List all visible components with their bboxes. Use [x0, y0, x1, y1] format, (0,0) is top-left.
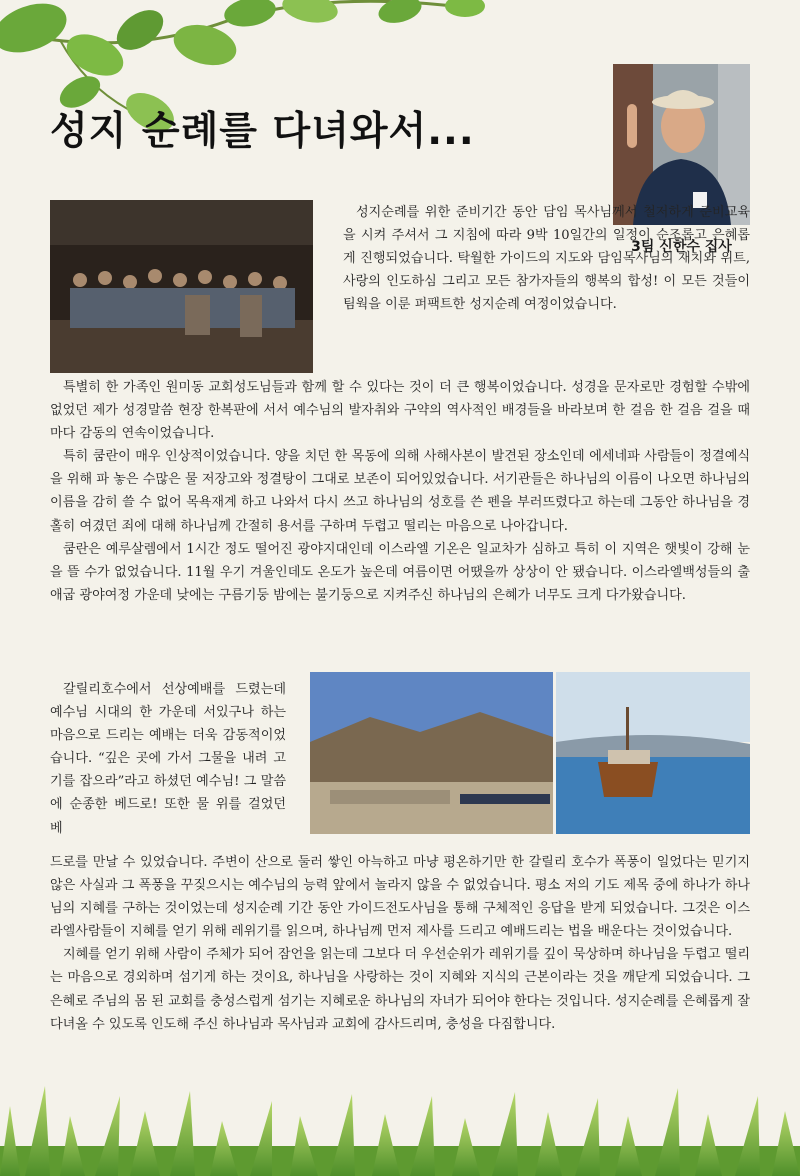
paragraph-1: 성지순례를 위한 준비기간 동안 담임 목사님께서 철저하게 준비교육을 시켜 주셔서 그 지침에 따라 9박 10일간의 일정이 순조롭고 은혜롭게 진행되었습니다. 탁월한 가이드의 지도와 담임목사님의 재치와 위트, 사랑의 인도하심 그리고 모든 참가자들의 행복의 합성! 이 모든 것들이 팀웍을 이룬 퍼팩트한 성지순례 여정이었습니다. [343, 205, 750, 313]
qumran-photo [310, 672, 553, 834]
grass-decoration [0, 1066, 800, 1176]
paragraph-2: 특별히 한 가족인 원미동 교회성도님들과 함께 할 수 있다는 것이 더 큰 행복이었습니다. 성경을 문자로만 경험할 수밖에 없었던 제가 성경말씀 현장 한복판에 서서 예수님의 발자취와 구약의 역사적인 배경들을 바라보며 한 걸음 한 걸음 걸을 때마다 감동의 연속이었습니다. [50, 380, 750, 442]
galilee-boat-photo [556, 672, 750, 834]
paragraph-4: 쿰란은 예루살렘에서 1시간 정도 떨어진 광야지대인데 이스라엘 기온은 일교차가 심하고 특히 이 지역은 햇빛이 강해 눈을 뜰 수가 없었습니다. 11월 우기 겨울인데도 온도가 높은데 여름이면 어땠을까 상상이 안 됐습니다. 이스라엘백성들의 출애굽 광야여정 가운데 낮에는 구름기둥 밤에는 불기둥으로 지켜주신 하나님의 은혜가 너무도 크게 다가왔습니다. [50, 541, 750, 603]
paragraph-3: 특히 쿰란이 매우 인상적이었습니다. 양을 치던 한 목동에 의해 사해사본이 발견된 장소인데 에세네파 사람들이 정결예식을 위해 파 놓은 수많은 물 저장고와 정결탕이 그대로 보존이 되어있었습니다. 서기관들은 하나님의 이름이 나오면 하나님의 이름을 감히 쓸 수 없어 목욕재계 하고 나와서 다시 쓰고 하나님의 성호를 쓴 펜을 부러뜨렸다고 하는데 그동안 하나님을 경홀히 여겼던 죄에 대해 하나님께 간절히 용서를 구하며 두렵고 떨리는 마음으로 나아갑니다. [50, 449, 750, 534]
text-block-2 [50, 376, 750, 672]
paragraph-6: 지혜를 얻기 위해 사람이 주체가 되어 잠언을 읽는데 그보다 더 우선순위가 레위기를 깊이 묵상하며 하나님을 두렵고 떨리는 마음으로 경외하며 섬기게 하는 것이요, 하나님을 사랑하는 것이 지혜와 지식의 근본이라는 것을 깨닫게 되었습니다. 그 은혜로 주님의 몸 된 교회를 충성스럽게 섬기는 지혜로운 하나님의 자녀가 되어야 한다는 것입니다. 성지순례를 은혜롭게 잘 다녀올 수 있도록 인도해 주신 하나님과 목사님과 교회에 감사드리며, 충성을 다짐합니다. [50, 947, 750, 1032]
paragraph-5-continued: 드로를 만날 수 있었습니다. 주변이 산으로 둘러 쌓인 아늑하고 마냥 평온하기만 한 갈릴리 호수가 폭풍이 일었다는 믿기지 않은 사실과 그 폭풍을 꾸짖으시는 예수님의 능력 앞에서 놀라지 않을 수 없었습니다. 평소 저의 기도 제목 중에 하나가 하나님의 지혜를 구하는 것이었는데 성지순례 기간 동안 가이드전도사님을 통해 구체적인 응답을 받게 되었습니다. 그것은 이스라엘사람들이 지혜를 얻기 위해 레위기를 읽으며, 하나님께 먼저 제사를 드리고 예배드리는 법을 배운다는 것이었습니다. [50, 855, 750, 940]
page-title: 성지 순례를 다녀와서... [50, 109, 475, 154]
group-photo [50, 200, 313, 373]
author-caption: 3팀 신한수 집사 [631, 239, 732, 255]
paragraph-5: 갈릴리호수에서 선상예배를 드렸는데 예수님 시대의 한 가운데 서있구나 하는 마음으로 드리는 예배는 더욱 감동적이었습니다. “깊은 곳에 가서 그물을 내려 고기를 잡으라”라고 하셨던 예수님! 그 말씀에 순종한 베드로! 또한 물 위를 걸었던 베 [50, 682, 286, 836]
